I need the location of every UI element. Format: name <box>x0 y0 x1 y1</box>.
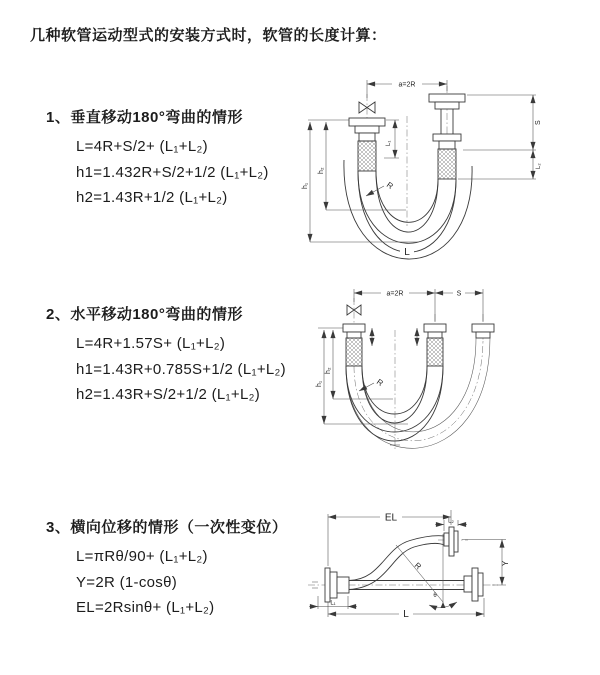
section-2-heading: 2、水平移动180°弯曲的情形 <box>46 306 243 323</box>
diagram-vertical-180-bend <box>300 74 600 269</box>
d3-top-flange <box>438 527 468 556</box>
formula-line: h1=1.43R+0.785S+1/2 (L₁+L₂) <box>76 360 286 378</box>
d1-dim-a-label: a=2R <box>398 81 416 89</box>
d2-hose-curves <box>346 330 490 450</box>
d1-dim-h1-label: h₁ <box>302 182 309 189</box>
formula-line: h1=1.432R+S/2+1/2 (L₁+L₂) <box>76 163 269 181</box>
d1-right-fitting <box>429 86 465 179</box>
d2-dim-h1-label: h₁ <box>316 380 323 387</box>
d1-dim-l1-label: L₁ <box>386 140 392 146</box>
d1-radius-label: R <box>384 180 395 191</box>
formula-line: EL=2Rsinθ+ (L₁+L₂) <box>76 599 215 616</box>
d1-length-label: L <box>404 247 410 258</box>
d1-dim-l2-label: L₂ <box>536 163 542 169</box>
d3-dimensions <box>309 510 510 620</box>
d2-dim-a-label: a=2R <box>386 290 404 298</box>
d3-right-flange <box>464 568 483 601</box>
d3-curved-hose <box>349 536 444 590</box>
d2-radius-label: R <box>374 377 385 388</box>
section-1-heading: 1、垂直移动180°弯曲的情形 <box>46 109 243 126</box>
diagram-lateral-displacement <box>300 498 600 650</box>
d3-radius-label: R <box>412 560 423 572</box>
page-title: 几种软管运动型式的安装方式时，软管的长度计算： <box>30 27 387 44</box>
d2-dimensions <box>316 288 483 424</box>
d1-left-fitting <box>349 118 385 171</box>
formula-line: L=4R+S/2+ (L₁+L₂) <box>76 138 208 155</box>
d2-dim-s-label: S <box>456 290 462 298</box>
formula-line: h2=1.43R+1/2 (L₁+L₂) <box>76 189 228 206</box>
formula-line: L=πRθ/90+ (L₁+L₂) <box>76 548 208 565</box>
d3-theta-label: θ <box>433 593 437 599</box>
diagram-horizontal-180-bend <box>300 282 600 472</box>
d3-dim-l1-label: L₁ <box>330 600 336 607</box>
d3-dim-y-label: Y <box>501 560 510 566</box>
d1-dim-h2-label: h₂ <box>318 167 325 174</box>
d1-dimensions <box>302 79 542 258</box>
section-3-heading: 3、横向位移的情形（一次性变位） <box>46 519 288 536</box>
formula-line: L=4R+1.57S+ (L₁+L₂) <box>76 335 226 352</box>
d3-dim-el-label: EL <box>384 512 398 524</box>
d1-dim-s-label: S <box>535 120 542 125</box>
formula-line: h2=1.43R+S/2+1/2 (L₁+L₂) <box>76 386 261 403</box>
formula-line: Y=2R (1-cosθ) <box>76 573 178 591</box>
d2-dim-h2-label: h₂ <box>325 367 332 374</box>
d3-dim-l2-label: L₂ <box>448 518 454 525</box>
d3-length-label: L <box>403 609 409 620</box>
d2-left-fitting <box>343 324 365 366</box>
